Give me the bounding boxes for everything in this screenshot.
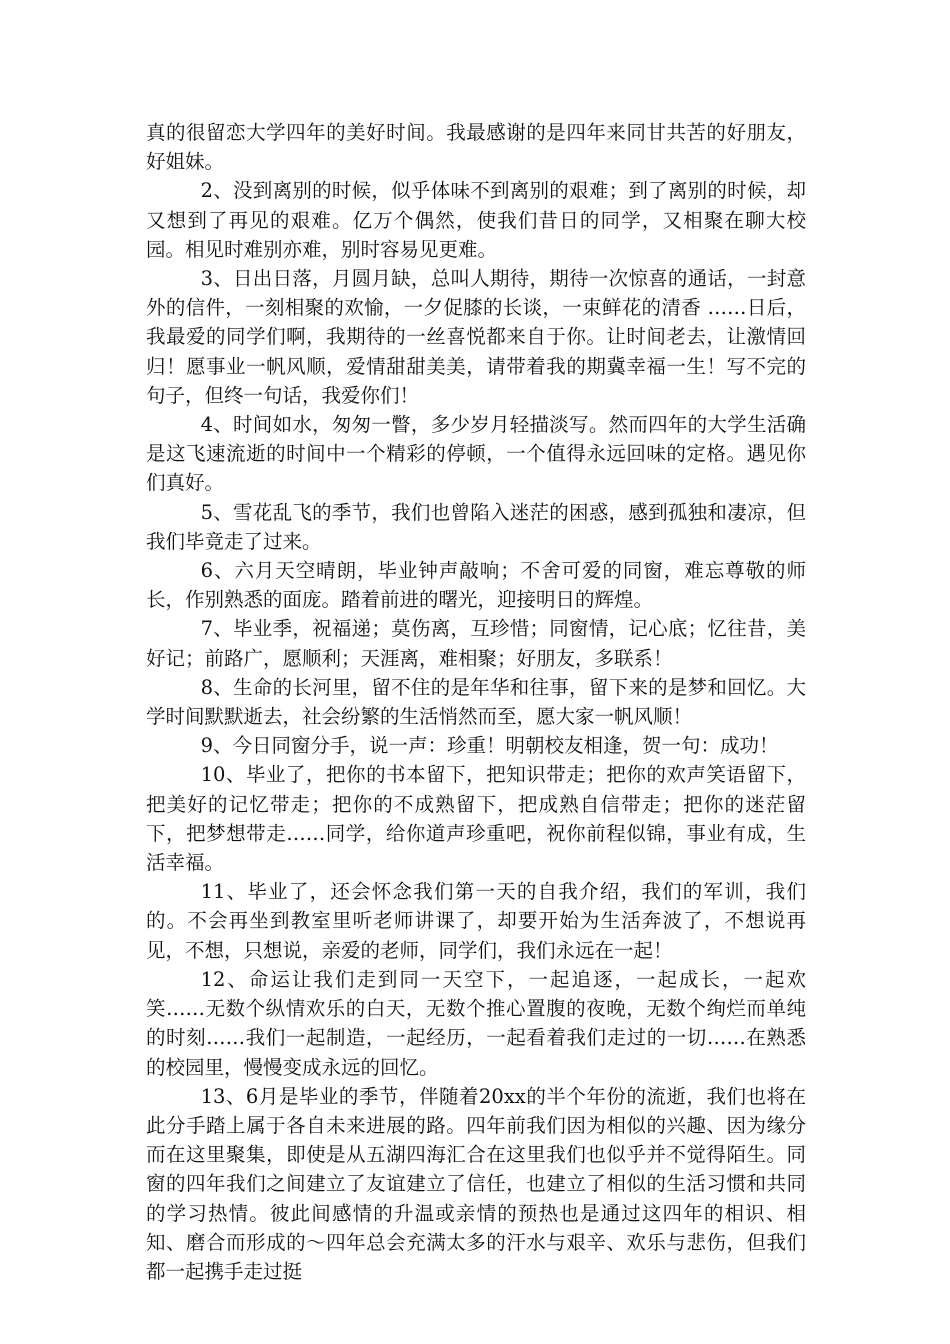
paragraph-2: 2、没到离别的时候，似乎体味不到离别的艰难；到了离别的时候，却又想到了再见的艰难。亿万个偶然，使我们昔日的同学，又相聚在聊大校园。相见时难别亦难，别时容易见更难。 (146, 179, 806, 261)
paragraph-9: 9、今日同窗分手，说一声：珍重！明朝校友相逢，贺一句：成功！ (200, 734, 779, 758)
paragraph-12: 12、命运让我们走到同一天空下，一起追逐，一起成长，一起欢笑……无数个纵情欢乐的白天，无数个推心置腹的夜晚，无数个绚烂而单纯的时刻……我们一起制造，一起经历，一起看着我们走过的一切……在熟悉的校园里，慢慢变成永远的回忆。 (146, 967, 806, 1079)
paragraph-7: 7、毕业季，祝福递；莫伤离，互珍惜；同窗情，记心底；忆往昔，美好记；前路广，愿顺利；天涯离，难相聚；好朋友，多联系！ (146, 617, 806, 670)
paragraph-1: 真的很留恋大学四年的美好时间。我最感谢的是四年来同甘共苦的好朋友，好姐妹。 (146, 121, 806, 174)
paragraph-8: 8、生命的长河里，留不住的是年华和往事，留下来的是梦和回忆。大学时间默默逝去，社会纷繁的生活悄然而至，愿大家一帆风顺！ (146, 675, 806, 729)
paragraph-5: 5、雪花乱飞的季节，我们也曾陷入迷茫的困惑，感到孤独和凄凉，但我们毕竟走了过来。 (146, 500, 806, 553)
paragraph-6: 6、六月天空晴朗，毕业钟声敲响；不舍可爱的同窗，难忘尊敬的师长，作别熟悉的面庞。踏着前进的曙光，迎接明日的辉煌。 (146, 559, 806, 612)
paragraph-4: 4、时间如水，匆匆一瞥，多少岁月轻描淡写。然而四年的大学生活确是这飞速流逝的时间中一个精彩的停顿，一个值得永远回味的定格。遇见你们真好。 (146, 413, 806, 495)
paragraph-11: 11、毕业了，还会怀念我们第一天的自我介绍，我们的军训，我们的。不会再坐到教室里听老师讲课了，却要开始为生活奔波了，不想说再见，不想，只想说，亲爱的老师，同学们，我们永远在一起！ (146, 880, 806, 962)
paragraph-13: 13、6月是毕业的季节，伴随着20xx的半个年份的流逝，我们也将在此分手踏上属于各自未来进展的路。四年前我们因为相似的兴趣、因为缘分而在这里聚集，即使是从五湖四海汇合在这里我们也似乎并不觉得陌生。同窗的四年我们之间建立了友谊建立了信任，也建立了相似的生活习惯和共同的学习热情。彼此间感情的升温或亲情的预热也是通过这四年的相识、相知、磨合而形成的～四年总会充满太多的汗水与艰辛、欢乐与悲伤，但我们都一起携手走过挺 (146, 1084, 806, 1283)
paragraph-10: 10、毕业了，把你的书本留下，把知识带走；把你的欢声笑语留下，把美好的记忆带走；把你的不成熟留下，把成熟自信带走；把你的迷茫留下，把梦想带走……同学，给你道声珍重吧，祝你前程似锦，事业有成，生活幸福。 (146, 763, 806, 875)
paragraph-3: 3、日出日落，月圆月缺，总叫人期待，期待一次惊喜的通话，一封意外的信件，一刻相聚的欢愉，一夕促膝的长谈，一束鲜花的清香 ……日后，我最爱的同学们啊，我期待的一丝喜悦都来自于你。让时间老去，让激情回归！愿事业一帆风顺，爱情甜甜美美，请带着我的期冀幸福一生！写不完的句子，但终一句话，我爱你们！ (146, 267, 806, 407)
document-body (146, 118, 806, 1286)
